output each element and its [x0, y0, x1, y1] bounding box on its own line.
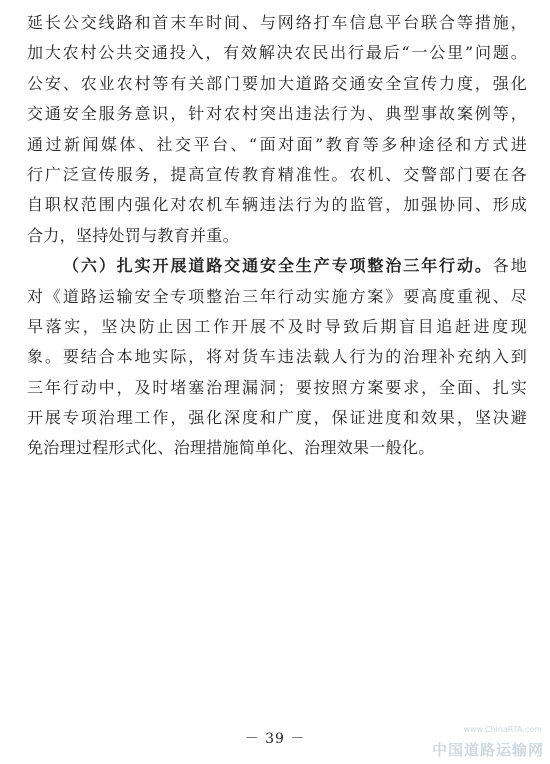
paragraph-line: 三年行动中，及时堵塞治理漏洞；要按照方案要求，全面、扎实 — [27, 377, 527, 397]
paragraph-line: 加大农村公共交通投入，有效解决农民出行最后“一公里”问题。 — [27, 43, 527, 63]
section-heading-line — [27, 251, 527, 281]
page-number: － 39 － — [244, 731, 306, 747]
paragraph-line: 象。要结合本地实际，将对货车违法载人行为的治理补充纳入到 — [27, 347, 527, 367]
paragraph-line: 早落实，坚决防止因工作开展不及时导致后期盲目追赶进度现 — [27, 316, 527, 336]
paragraph-line: 对《道路运输安全专项整治三年行动实施方案》要高度重视、尽 — [27, 286, 527, 306]
body-text — [27, 8, 527, 464]
paragraph-line: 交通安全服务意识，针对农村突出违法行为、典型事故案例等， — [27, 104, 527, 124]
paragraph-line: 通过新闻媒体、社交平台、“面对面”教育等多种途径和方式进 — [27, 134, 527, 154]
paragraph-line: 延长公交线路和首末车时间、与网络打车信息平台联合等措施， — [27, 13, 527, 32]
paragraph-line: 自职权范围内强化对农机车辆违法行为的监管，加强协同、形成 — [27, 195, 527, 215]
paragraph-line: 公安、农业农村等有关部门要加大道路交通安全宣传力度，强化 — [27, 73, 527, 93]
section-heading-tail: 各地 — [492, 256, 527, 276]
paragraph-line: 行广泛宣传服务，提高宣传教育精准性。农机、交警部门要在各 — [27, 164, 527, 184]
section-heading: （六）扎实开展道路交通安全生产专项整治三年行动。 — [63, 256, 493, 276]
paragraph-line: 开展专项治理工作，强化深度和广度，保证进度和效果，坚决避 — [27, 408, 527, 428]
watermark-url: www.ChinaRTA.com — [463, 725, 542, 734]
watermark-text: 中国道路运输网 — [431, 741, 544, 759]
paragraph-line: 免治理过程形式化、治理措施简单化、治理效果一般化。 — [27, 438, 435, 458]
paragraph-line: 合力，坚持处罚与教育并重。 — [27, 225, 239, 245]
site-watermark — [431, 725, 544, 760]
